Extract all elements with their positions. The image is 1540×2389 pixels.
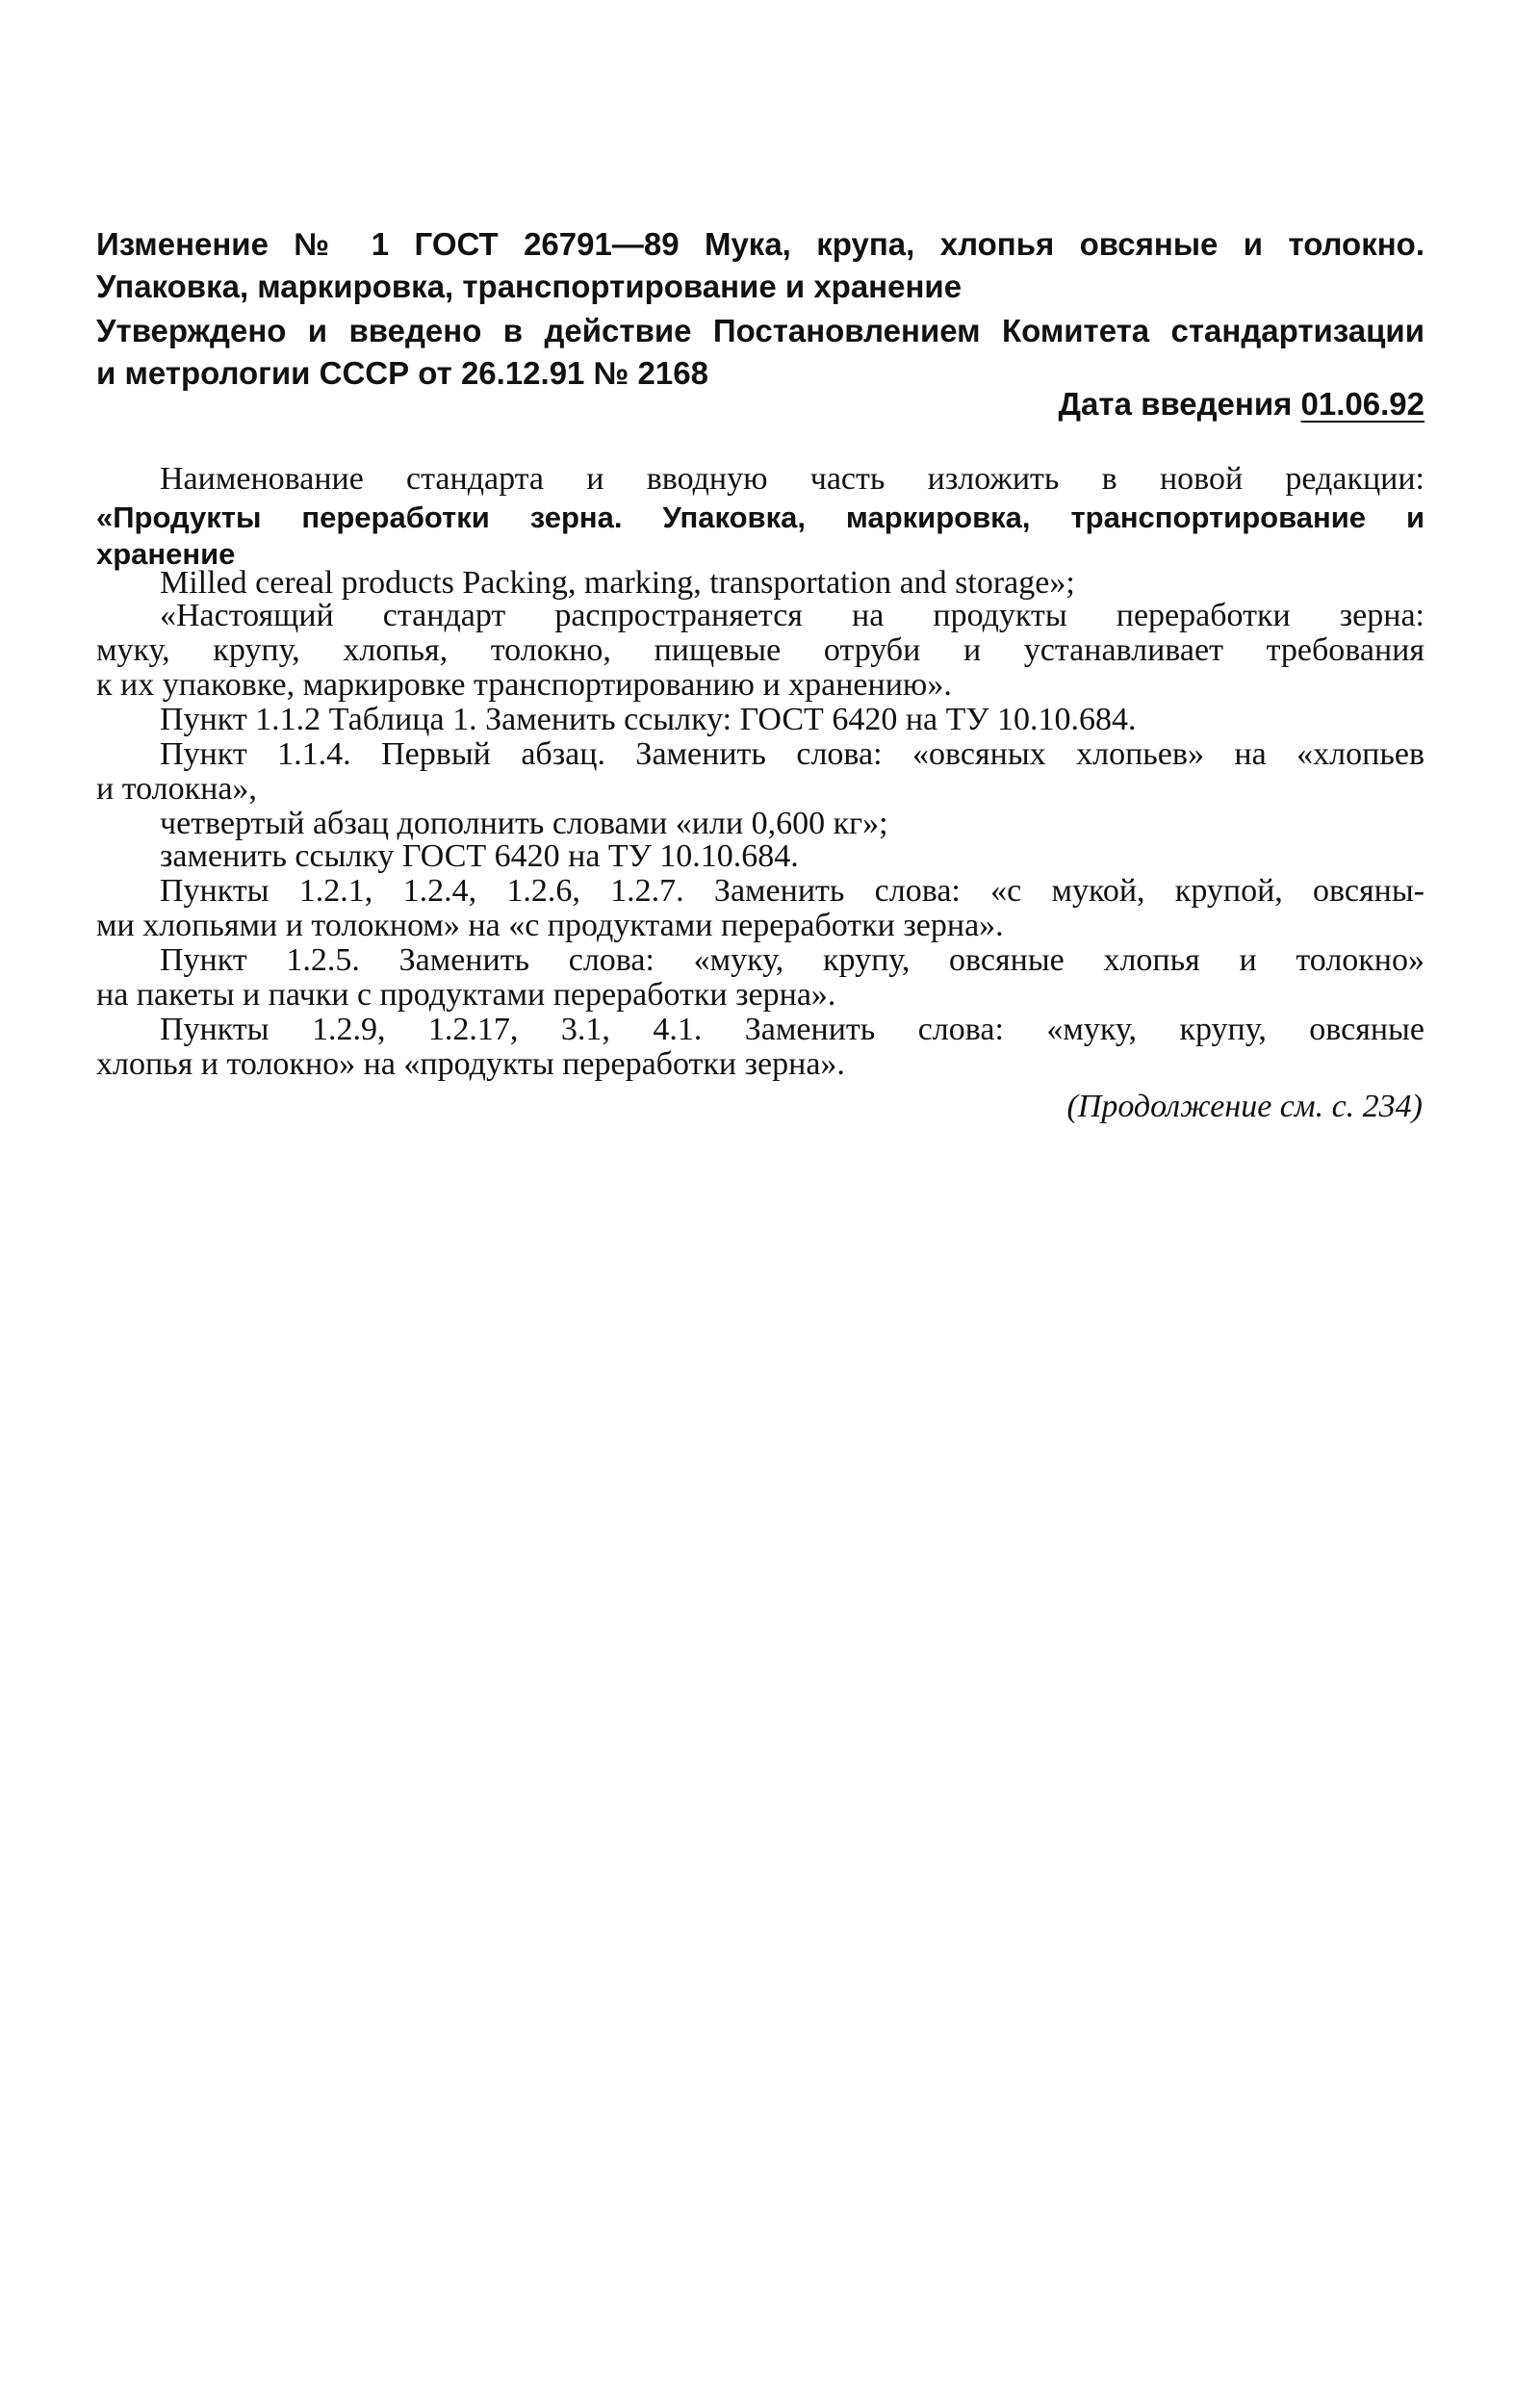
amendment-subtitle: Упаковка, маркировка, транспортирование и хранение xyxy=(96,269,962,304)
body-line: Пункт 1.1.4. Первый абзац. Заменить слова: «овсяных хлопьев» на «хлопьев xyxy=(160,736,1424,772)
body-line: муку, крупу, хлопья, толокно, пищевые отруби и устанавливает требования xyxy=(96,632,1424,668)
body-line: к их упаковке, маркировке транспортированию и хранению». xyxy=(96,667,952,703)
body-line: хлопья и толокно» на «продукты переработки зерна». xyxy=(96,1046,845,1082)
body-line: заменить ссылку ГОСТ 6420 на ТУ 10.10.684. xyxy=(160,838,799,874)
effective-date-label: Дата введения xyxy=(1058,386,1293,422)
body-line: «Продукты переработки зерна. Упаковка, маркировка, транспортирование и xyxy=(96,501,1424,534)
body-line: Пункт 1.1.2 Таблица 1. Заменить ссылку: ГОСТ 6420 на ТУ 10.10.684. xyxy=(160,702,1137,737)
body-line: Пункт 1.2.5. Заменить слова: «муку, крупу, овсяные хлопья и толокно» xyxy=(160,942,1424,978)
amendment-title: Изменение № 1 ГОСТ 26791—89 Мука, крупа, хлопья овсяные и толокно. xyxy=(96,226,1424,262)
approval-line-1: Утверждено и введено в действие Постановлением Комитета стандартизации xyxy=(96,313,1424,348)
body-line: Наименование стандарта и вводную часть изложить в новой редакции: xyxy=(160,461,1424,497)
effective-date xyxy=(1059,383,1424,425)
body-line: Пункты 1.2.1, 1.2.4, 1.2.6, 1.2.7. Заменить слова: «с мукой, крупой, овсяны- xyxy=(160,873,1424,909)
body-line: ми хлопьями и толокном» на «с продуктами переработки зерна». xyxy=(96,908,1004,943)
body-line: на пакеты и пачки с продуктами переработки зерна». xyxy=(96,977,836,1013)
body-line: четвертый абзац дополнить словами «или 0,600 кг»; xyxy=(160,806,888,841)
body-line: Пункты 1.2.9, 1.2.17, 3.1, 4.1. Заменить слова: «муку, крупу, овсяные xyxy=(160,1012,1424,1047)
continuation-note: (Продолжение см. с. 234) xyxy=(1066,1089,1423,1124)
body-line: Milled cereal products Packing, marking, transportation and storage»; xyxy=(160,565,1075,601)
body-line: хранение xyxy=(96,537,236,571)
body-line: и толокна», xyxy=(96,771,257,807)
body-line: «Настоящий стандарт распространяется на продукты переработки зерна: xyxy=(160,598,1424,633)
approval-line-2: и метрологии СССР от 26.12.91 № 2168 xyxy=(96,355,708,391)
effective-date-value: 01.06.92 xyxy=(1300,386,1424,422)
